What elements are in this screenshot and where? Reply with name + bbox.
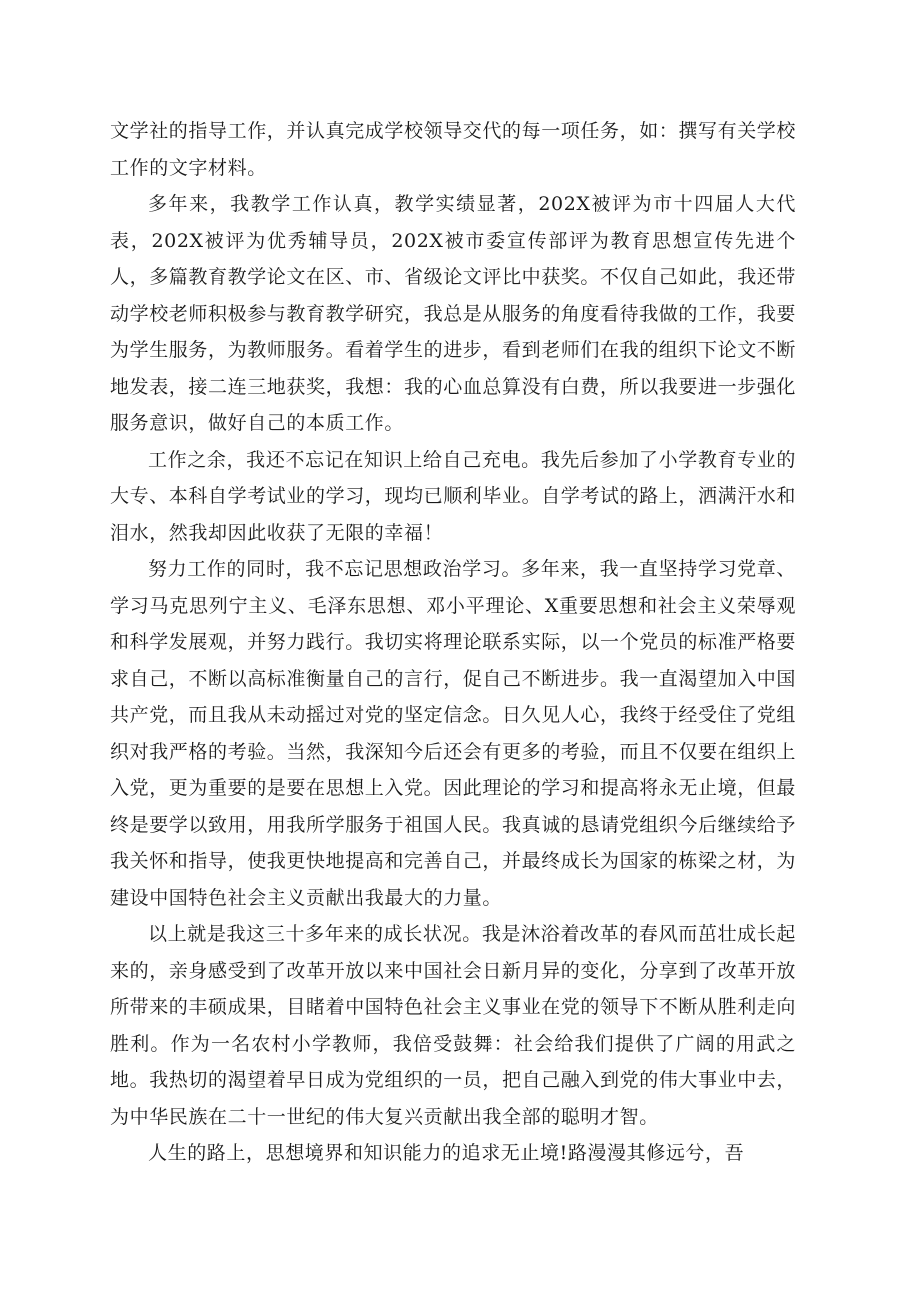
paragraph-5: 以上就是我这三十多年来的成长状况。我是沐浴着改革的春风而茁壮成长起来的，亲身感受到了改革开放以来中国社会日新月异的变化，分享到了改革开放所带来的丰硕成果，目睹着中国特色社会主义事业在党的领导下不断从胜利走向胜利。作为一名农村小学教师，我倍受鼓舞：社会给我们提供了广阔的用武之地。我热切的渴望着早日成为党组织的一员，把自己融入到党的伟大事业中去，为中华民族在二十一世纪的伟大复兴贡献出我全部的聪明才智。: [110, 923, 797, 1128]
document-body: [110, 113, 796, 1172]
paragraph-3: 工作之余，我还不忘记在知识上给自己充电。我先后参加了小学教育专业的大专、本科自学考试业的学习，现均已顺利毕业。自学考试的路上，洒满汗水和泪水，然我却因此收获了无限的幸福！: [110, 448, 797, 544]
paragraph-2: 多年来，我教学工作认真，教学实绩显著，202X被评为市十四届人大代表，202X被评为优秀辅导员，202X被市委宣传部评为教育思想宣传先进个人，多篇教育教学论文在区、市、省级论文评比中获奖。不仅自己如此，我还带动学校老师积极参与教育教学研究，我总是从服务的角度看待我做的工作，我要为学生服务，为教师服务。看着学生的进步，看到老师们在我的组织下论文不断地发表，接二连三地获奖，我想：我的心血总算没有白费，所以我要进一步强化服务意识，做好自己的本质工作。: [110, 193, 797, 434]
paragraph-1: 文学社的指导工作，并认真完成学校领导交代的每一项任务，如：撰写有关学校工作的文字材料。: [110, 120, 797, 179]
paragraph-6: 人生的路上，思想境界和知识能力的追求无止境!路漫漫其修远兮，吾: [148, 1142, 745, 1164]
paragraph-4: 努力工作的同时，我不忘记思想政治学习。多年来，我一直坚持学习党章、学习马克思列宁主义、毛泽东思想、邓小平理论、X重要思想和社会主义荣辱观和科学发展观，并努力践行。我切实将理论联系实际，以一个党员的标准严格要求自己，不断以高标准衡量自己的言行，促自己不断进步。我一直渴望加入中国共产党，而且我从未动摇过对党的坚定信念。日久见人心，我终于经受住了党组织对我严格的考验。当然，我深知今后还会有更多的考验，而且不仅要在组织上入党，更为重要的是要在思想上入党。因此理论的学习和提高将永无止境，但最终是要学以致用，用我所学服务于祖国人民。我真诚的恳请党组织今后继续给予我关怀和指导，使我更快地提高和完善自己，并最终成长为国家的栋梁之材，为建设中国特色社会主义贡献出我最大的力量。: [110, 558, 797, 909]
